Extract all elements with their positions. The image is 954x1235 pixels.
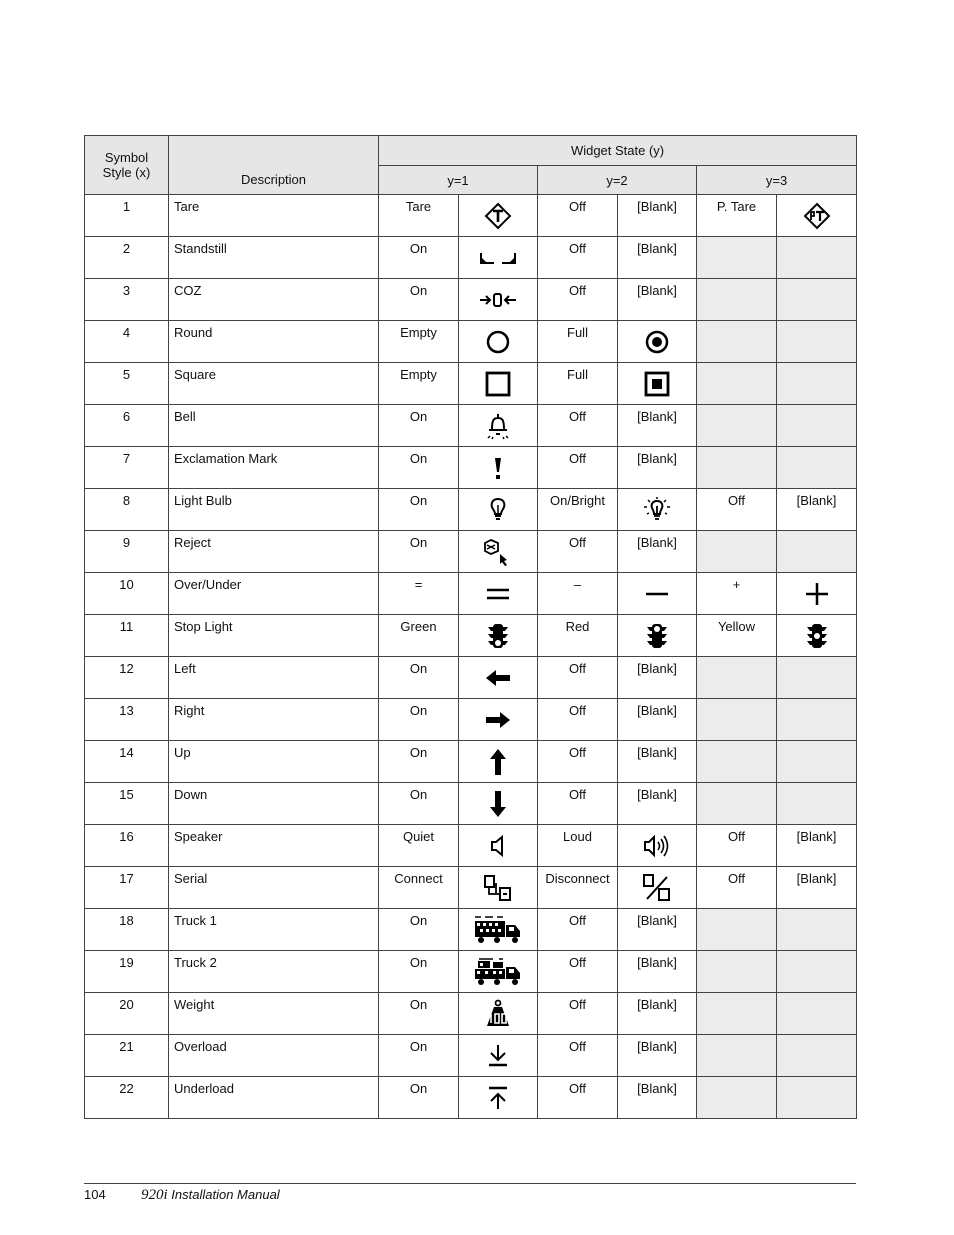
plus-icon <box>777 580 856 608</box>
state-y3-value: Off <box>697 825 777 867</box>
state-y3-icon-cell <box>777 237 857 279</box>
light-bulb-icon <box>459 496 537 524</box>
symbol-style-cell: 13 <box>85 699 169 741</box>
manual-title: Installation Manual <box>171 1187 280 1202</box>
state-y1-icon-cell <box>459 993 538 1035</box>
table-row <box>85 909 857 951</box>
state-y1-icon-cell <box>459 909 538 951</box>
table-row <box>85 321 857 363</box>
page-footer <box>84 1187 280 1204</box>
table-row <box>85 405 857 447</box>
description-cell: Speaker <box>169 825 379 867</box>
description-cell: Truck 2 <box>169 951 379 993</box>
arrow-down-icon <box>459 789 537 819</box>
state-y2-value: Off <box>538 699 618 741</box>
state-y3-value: + <box>697 573 777 615</box>
state-y3-value <box>697 1035 777 1077</box>
state-y3-icon-cell <box>777 279 857 321</box>
state-y1-value: On <box>379 279 459 321</box>
table-row <box>85 825 857 867</box>
underload-icon <box>459 1084 537 1112</box>
state-y2-icon-cell: [Blank] <box>618 279 697 321</box>
state-y2-icon-cell <box>618 825 697 867</box>
symbol-widget-table <box>84 135 857 1119</box>
state-y3-icon-cell <box>777 615 857 657</box>
state-y1-value: On <box>379 909 459 951</box>
state-y1-value: On <box>379 237 459 279</box>
state-y1-icon-cell <box>459 237 538 279</box>
state-y3-value <box>697 237 777 279</box>
state-y3-value <box>697 909 777 951</box>
header-widget-state: Widget State (y) <box>379 136 857 166</box>
light-bulb-bright-icon <box>618 496 696 524</box>
state-y2-value: Off <box>538 951 618 993</box>
arrow-left-icon <box>459 668 537 688</box>
circle-full-icon <box>618 329 696 355</box>
state-y2-icon-cell <box>618 489 697 531</box>
state-y3-icon-cell <box>777 405 857 447</box>
description-cell: Bell <box>169 405 379 447</box>
table-row <box>85 237 857 279</box>
symbol-style-cell: 3 <box>85 279 169 321</box>
state-y1-value: Green <box>379 615 459 657</box>
state-y3-icon-cell <box>777 657 857 699</box>
state-y1-value: On <box>379 699 459 741</box>
state-y2-icon-cell: [Blank] <box>618 741 697 783</box>
symbol-style-cell: 18 <box>85 909 169 951</box>
description-cell: Light Bulb <box>169 489 379 531</box>
state-y3-value <box>697 1077 777 1119</box>
state-y3-icon-cell <box>777 783 857 825</box>
state-y1-value: On <box>379 1077 459 1119</box>
state-y2-value: – <box>538 573 618 615</box>
state-y2-icon-cell: [Blank] <box>618 699 697 741</box>
tare-icon <box>459 202 537 230</box>
state-y3-value <box>697 657 777 699</box>
state-y3-icon-cell <box>777 909 857 951</box>
description-cell: Underload <box>169 1077 379 1119</box>
arrow-right-icon <box>459 710 537 730</box>
description-cell: Truck 1 <box>169 909 379 951</box>
state-y2-value: Off <box>538 909 618 951</box>
symbol-style-cell: 22 <box>85 1077 169 1119</box>
symbol-style-cell: 16 <box>85 825 169 867</box>
header-description: Description <box>169 136 379 195</box>
symbol-style-cell: 11 <box>85 615 169 657</box>
symbol-style-cell: 21 <box>85 1035 169 1077</box>
state-y3-value: Off <box>697 489 777 531</box>
state-y1-icon-cell <box>459 321 538 363</box>
state-y1-icon-cell <box>459 405 538 447</box>
state-y1-icon-cell <box>459 657 538 699</box>
state-y2-icon-cell: [Blank] <box>618 237 697 279</box>
state-y2-value: Off <box>538 1035 618 1077</box>
square-full-icon <box>618 371 696 397</box>
state-y2-value: Full <box>538 363 618 405</box>
header-symbol-style: Symbol Style (x) <box>85 136 169 195</box>
description-cell: Weight <box>169 993 379 1035</box>
state-y2-icon-cell: [Blank] <box>618 909 697 951</box>
state-y1-icon-cell <box>459 573 538 615</box>
table-row <box>85 1035 857 1077</box>
state-y1-icon-cell <box>459 279 538 321</box>
description-cell: Up <box>169 741 379 783</box>
state-y2-icon-cell: [Blank] <box>618 657 697 699</box>
description-cell: COZ <box>169 279 379 321</box>
state-y3-value: Yellow <box>697 615 777 657</box>
state-y3-icon-cell <box>777 573 857 615</box>
state-y2-value: Off <box>538 279 618 321</box>
header-y3: y=3 <box>697 166 857 195</box>
truck-1-icon <box>459 915 537 945</box>
table-row <box>85 195 857 237</box>
state-y1-value: Empty <box>379 321 459 363</box>
state-y1-icon-cell <box>459 615 538 657</box>
state-y3-icon-cell: [Blank] <box>777 825 857 867</box>
speaker-loud-icon <box>618 832 696 860</box>
state-y1-value: Empty <box>379 363 459 405</box>
stoplight-yellow-icon <box>777 622 856 650</box>
center-of-zero-icon <box>459 291 537 309</box>
state-y1-icon-cell <box>459 195 538 237</box>
state-y2-value: Off <box>538 405 618 447</box>
state-y3-value <box>697 783 777 825</box>
weight-icon <box>459 999 537 1029</box>
serial-disconnect-icon <box>618 873 696 903</box>
state-y2-value: On/Bright <box>538 489 618 531</box>
state-y3-value <box>697 321 777 363</box>
header-y1: y=1 <box>379 166 538 195</box>
state-y3-icon-cell <box>777 447 857 489</box>
state-y1-value: On <box>379 531 459 573</box>
state-y1-value: On <box>379 489 459 531</box>
state-y2-value: Red <box>538 615 618 657</box>
equals-icon <box>459 585 537 603</box>
state-y3-icon-cell <box>777 741 857 783</box>
description-cell: Exclamation Mark <box>169 447 379 489</box>
description-cell: Serial <box>169 867 379 909</box>
preset-tare-icon <box>777 202 856 230</box>
state-y1-icon-cell <box>459 531 538 573</box>
table-row <box>85 783 857 825</box>
state-y3-icon-cell <box>777 531 857 573</box>
exclamation-icon <box>459 454 537 482</box>
symbol-style-cell: 20 <box>85 993 169 1035</box>
symbol-style-cell: 2 <box>85 237 169 279</box>
state-y3-icon-cell <box>777 363 857 405</box>
state-y2-icon-cell: [Blank] <box>618 405 697 447</box>
state-y3-value <box>697 741 777 783</box>
state-y2-icon-cell: [Blank] <box>618 195 697 237</box>
overload-icon <box>459 1042 537 1070</box>
state-y2-icon-cell: [Blank] <box>618 951 697 993</box>
state-y1-icon-cell <box>459 951 538 993</box>
stoplight-green-icon <box>459 622 537 650</box>
symbol-style-cell: 4 <box>85 321 169 363</box>
state-y1-value: On <box>379 951 459 993</box>
minus-icon <box>618 585 696 603</box>
description-cell: Stop Light <box>169 615 379 657</box>
symbol-style-cell: 15 <box>85 783 169 825</box>
serial-connect-icon <box>459 873 537 903</box>
state-y1-value: Tare <box>379 195 459 237</box>
symbol-style-cell: 19 <box>85 951 169 993</box>
symbol-style-cell: 6 <box>85 405 169 447</box>
state-y2-value: Off <box>538 447 618 489</box>
state-y1-icon-cell <box>459 741 538 783</box>
state-y3-icon-cell <box>777 993 857 1035</box>
state-y2-icon-cell: [Blank] <box>618 447 697 489</box>
symbol-style-cell: 14 <box>85 741 169 783</box>
state-y2-icon-cell <box>618 615 697 657</box>
state-y2-icon-cell: [Blank] <box>618 993 697 1035</box>
state-y1-value: On <box>379 783 459 825</box>
description-cell: Round <box>169 321 379 363</box>
state-y1-value: On <box>379 447 459 489</box>
symbol-style-cell: 10 <box>85 573 169 615</box>
state-y1-icon-cell <box>459 783 538 825</box>
state-y2-icon-cell: [Blank] <box>618 1035 697 1077</box>
symbol-style-cell: 1 <box>85 195 169 237</box>
table-row <box>85 1077 857 1119</box>
standstill-icon <box>459 250 537 266</box>
table-row <box>85 657 857 699</box>
state-y3-value: P. Tare <box>697 195 777 237</box>
state-y1-icon-cell <box>459 363 538 405</box>
state-y3-value <box>697 993 777 1035</box>
page-number: 104 <box>84 1187 106 1202</box>
table-row <box>85 363 857 405</box>
state-y1-value: Connect <box>379 867 459 909</box>
header-y2: y=2 <box>538 166 697 195</box>
table-row <box>85 447 857 489</box>
state-y2-icon-cell <box>618 321 697 363</box>
state-y1-value: On <box>379 741 459 783</box>
state-y2-value: Off <box>538 657 618 699</box>
symbol-style-cell: 7 <box>85 447 169 489</box>
state-y3-icon-cell <box>777 1035 857 1077</box>
truck-2-icon <box>459 957 537 987</box>
model-name: 920i <box>141 1187 168 1203</box>
state-y3-value <box>697 405 777 447</box>
state-y3-icon-cell <box>777 699 857 741</box>
state-y1-icon-cell <box>459 825 538 867</box>
table-row <box>85 573 857 615</box>
state-y2-icon-cell: [Blank] <box>618 1077 697 1119</box>
state-y1-value: = <box>379 573 459 615</box>
table-row <box>85 741 857 783</box>
table-row <box>85 993 857 1035</box>
speaker-quiet-icon <box>459 833 537 859</box>
state-y2-value: Off <box>538 195 618 237</box>
state-y1-value: On <box>379 993 459 1035</box>
state-y3-value <box>697 699 777 741</box>
description-cell: Overload <box>169 1035 379 1077</box>
state-y2-icon-cell <box>618 867 697 909</box>
state-y2-icon-cell <box>618 573 697 615</box>
table-row <box>85 951 857 993</box>
state-y3-value <box>697 951 777 993</box>
state-y1-icon-cell <box>459 867 538 909</box>
state-y2-icon-cell: [Blank] <box>618 531 697 573</box>
state-y1-icon-cell <box>459 447 538 489</box>
state-y2-value: Off <box>538 783 618 825</box>
state-y3-value <box>697 531 777 573</box>
state-y3-value <box>697 363 777 405</box>
state-y3-icon-cell: [Blank] <box>777 867 857 909</box>
state-y1-icon-cell <box>459 1077 538 1119</box>
description-cell: Square <box>169 363 379 405</box>
state-y1-icon-cell <box>459 489 538 531</box>
description-cell: Standstill <box>169 237 379 279</box>
stoplight-red-icon <box>618 622 696 650</box>
state-y3-value <box>697 279 777 321</box>
table-row <box>85 489 857 531</box>
arrow-up-icon <box>459 747 537 777</box>
description-cell: Right <box>169 699 379 741</box>
symbol-style-cell: 5 <box>85 363 169 405</box>
description-cell: Left <box>169 657 379 699</box>
symbol-style-cell: 8 <box>85 489 169 531</box>
state-y2-value: Loud <box>538 825 618 867</box>
symbol-style-cell: 12 <box>85 657 169 699</box>
state-y3-icon-cell <box>777 1077 857 1119</box>
footer-divider <box>84 1183 856 1184</box>
state-y1-icon-cell <box>459 1035 538 1077</box>
state-y2-value: Off <box>538 993 618 1035</box>
state-y3-icon-cell <box>777 195 857 237</box>
state-y1-value: Quiet <box>379 825 459 867</box>
state-y2-value: Off <box>538 531 618 573</box>
reject-icon <box>459 537 537 567</box>
description-cell: Reject <box>169 531 379 573</box>
description-cell: Down <box>169 783 379 825</box>
state-y2-value: Full <box>538 321 618 363</box>
description-cell: Over/Under <box>169 573 379 615</box>
state-y2-value: Off <box>538 741 618 783</box>
table-row <box>85 279 857 321</box>
circle-empty-icon <box>459 329 537 355</box>
state-y3-icon-cell: [Blank] <box>777 489 857 531</box>
state-y2-icon-cell <box>618 363 697 405</box>
state-y3-value <box>697 447 777 489</box>
description-cell: Tare <box>169 195 379 237</box>
state-y1-value: On <box>379 657 459 699</box>
square-empty-icon <box>459 371 537 397</box>
state-y1-value: On <box>379 405 459 447</box>
state-y3-icon-cell <box>777 951 857 993</box>
bell-icon <box>459 412 537 440</box>
state-y2-value: Disconnect <box>538 867 618 909</box>
state-y3-icon-cell <box>777 321 857 363</box>
state-y1-icon-cell <box>459 699 538 741</box>
state-y2-value: Off <box>538 1077 618 1119</box>
state-y2-value: Off <box>538 237 618 279</box>
symbol-style-cell: 9 <box>85 531 169 573</box>
symbol-style-cell: 17 <box>85 867 169 909</box>
table-row <box>85 531 857 573</box>
table-row <box>85 699 857 741</box>
table-row <box>85 867 857 909</box>
table-row <box>85 615 857 657</box>
state-y2-icon-cell: [Blank] <box>618 783 697 825</box>
state-y3-value: Off <box>697 867 777 909</box>
state-y1-value: On <box>379 1035 459 1077</box>
